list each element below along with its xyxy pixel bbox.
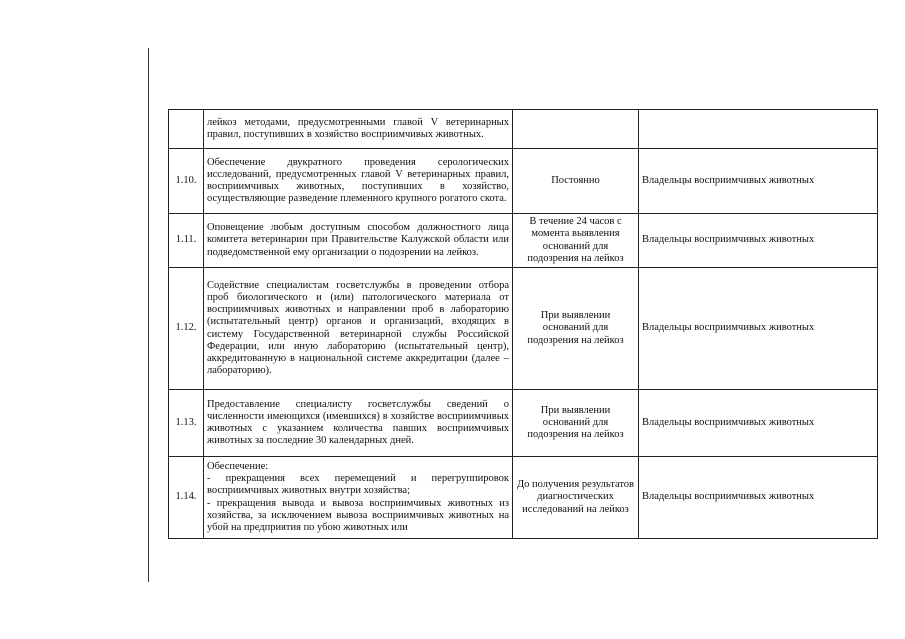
row-number xyxy=(169,110,204,149)
table-row xyxy=(169,390,878,457)
row-number: 1.11. xyxy=(169,214,204,268)
measure-term: До получения результатов диагностических исследований на лейкоз xyxy=(513,457,639,539)
row-number: 1.13. xyxy=(169,390,204,457)
measure-term xyxy=(513,110,639,149)
measure-responsible: Владельцы восприимчивых животных xyxy=(639,214,878,268)
row-number: 1.12. xyxy=(169,268,204,390)
measure-text: Оповещение любым доступным способом должностного лица комитета ветеринарии при Правительстве Калужской области или подведомственной ему организации о подозрении на лейкоз. xyxy=(204,214,513,268)
measure-responsible: Владельцы восприимчивых животных xyxy=(639,268,878,390)
measure-text: Предоставление специалисту госветслужбы сведений о численности имеющихся (имевшихся) в хозяйстве восприимчивых животных с указанием количества павших восприимчивых животных за последние 30 календарных дней. xyxy=(204,390,513,457)
table-row xyxy=(169,149,878,214)
measure-responsible: Владельцы восприимчивых животных xyxy=(639,457,878,539)
measure-term: В течение 24 часов с момента выявления оснований для подозрения на лейкоз xyxy=(513,214,639,268)
measure-term: При выявлении оснований для подозрения на лейкоз xyxy=(513,390,639,457)
table-row xyxy=(169,214,878,268)
table-row xyxy=(169,110,878,149)
measure-text: Обеспечение: - прекращения всех перемещений и перегруппировок восприимчивых животных внутри хозяйства; - прекращения вывода и вывоза восприимчивых животных из хозяйства, за исключением вывоза восприимчивых животных на убой на предприятия по убою животных или xyxy=(204,457,513,539)
measures-table xyxy=(168,109,878,539)
row-number: 1.10. xyxy=(169,149,204,214)
measure-term: Постоянно xyxy=(513,149,639,214)
table-row xyxy=(169,457,878,539)
measure-term: При выявлении оснований для подозрения на лейкоз xyxy=(513,268,639,390)
measure-text: лейкоз методами, предусмотренными главой V ветеринарных правил, поступивших в хозяйство восприимчивых животных. xyxy=(204,110,513,149)
page-margin-line xyxy=(148,48,149,582)
measure-text: Обеспечение двукратного проведения серологических исследований, предусмотренных главой V ветеринарных правил, восприимчивых животных, поступивших в хозяйство, осуществляющие разведение племенного крупного рогатого скота. xyxy=(204,149,513,214)
measure-responsible: Владельцы восприимчивых животных xyxy=(639,390,878,457)
table-row xyxy=(169,268,878,390)
measure-text: Содействие специалистам госветслужбы в проведении отбора проб биологического и (или) патологического материала от восприимчивых животных и направлении проб в лабораторию (испытательный центр) органов и организаций, входящих в систему Государственной ветеринарной службы Российской Федерации, или иную лабораторию (испытательный центр), аккредитованную в национальной системе аккредитации (далее – лабораторию). xyxy=(204,268,513,390)
measure-responsible xyxy=(639,110,878,149)
measure-responsible: Владельцы восприимчивых животных xyxy=(639,149,878,214)
row-number: 1.14. xyxy=(169,457,204,539)
